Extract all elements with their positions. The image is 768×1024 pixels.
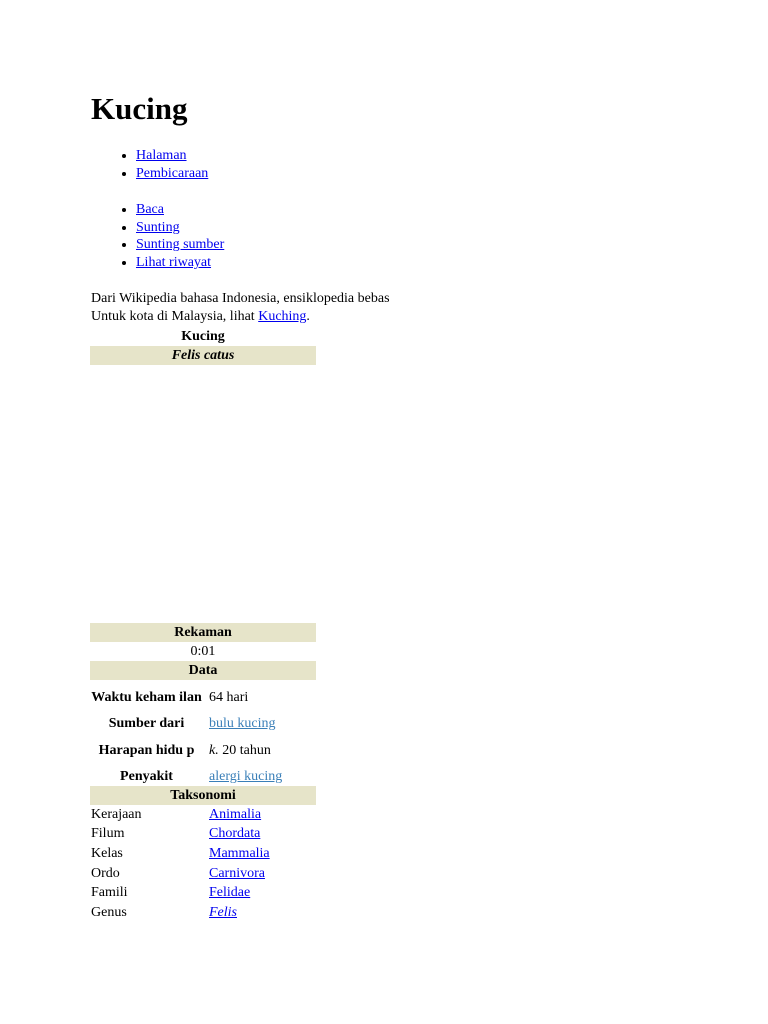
taxon-link-felidae[interactable]: Felidae <box>209 885 251 901</box>
taxonomy-row <box>90 903 316 923</box>
tab-sunting-link[interactable]: Sunting <box>136 219 180 235</box>
taxon-cell <box>203 825 316 845</box>
data-header: Data <box>90 661 316 680</box>
tab-baca-link[interactable]: Baca <box>136 202 164 217</box>
taxon-link-mammalia[interactable]: Mammalia <box>209 845 270 861</box>
taxon-link-felis[interactable]: Felis <box>209 904 237 920</box>
infobox-scientific-name: Felis catus <box>90 346 316 365</box>
rank-label: Filum <box>91 826 125 842</box>
tab-baca <box>136 201 224 219</box>
rank-label: Ordo <box>91 865 120 881</box>
data-row <box>90 733 316 768</box>
taxonomy-row <box>90 864 316 884</box>
taxonomy-row <box>90 805 316 825</box>
data-row <box>90 715 316 733</box>
taxon-link-animalia[interactable]: Animalia <box>209 806 262 822</box>
taxon-cell <box>203 883 316 903</box>
data-row <box>90 768 316 786</box>
tab-lihat-riwayat-link[interactable]: Lihat riwayat <box>136 254 212 270</box>
taxon-cell <box>203 805 316 825</box>
taxon-cell <box>203 903 316 923</box>
hatnote-link-kuching[interactable]: Kuching <box>258 309 307 324</box>
taxonomy-header: Taksonomi <box>90 786 316 805</box>
link-bulu-kucing[interactable]: bulu kucing <box>209 716 276 731</box>
data-value-lifespan <box>203 733 316 768</box>
data-value-source <box>203 715 316 733</box>
hatnote-suffix: . <box>306 309 310 324</box>
tab-sunting <box>136 219 224 237</box>
data-label-lifespan: Harapan hidu p <box>98 742 195 758</box>
infobox <box>90 327 316 923</box>
tab-sunting-sumber <box>136 236 224 254</box>
infobox-image-area <box>90 365 316 623</box>
rank-label: Genus <box>91 904 127 920</box>
view-tabs <box>110 201 224 271</box>
recording-header: Rekaman <box>90 623 316 642</box>
tab-pembicaraan-link[interactable]: Pembicaraan <box>136 165 209 181</box>
data-value-disease <box>203 768 316 786</box>
rank-label: Kelas <box>91 845 123 861</box>
namespace-tabs <box>110 147 208 182</box>
tab-halaman-link[interactable]: Halaman <box>136 148 187 163</box>
taxon-link-carnivora[interactable]: Carnivora <box>209 865 265 881</box>
taxonomy-row <box>90 825 316 845</box>
data-label-gestation: Waktu keham ilan <box>91 689 202 705</box>
circa-abbrev: k. <box>209 742 219 758</box>
lifespan-text: 20 tahun <box>222 742 271 758</box>
data-row <box>90 680 316 715</box>
page-title: Kucing <box>91 91 188 126</box>
taxonomy-row <box>90 844 316 864</box>
tab-pembicaraan <box>136 165 208 183</box>
taxonomy-row <box>90 883 316 903</box>
data-value-gestation: 64 hari <box>209 689 249 705</box>
data-label-source: Sumber dari <box>108 716 185 731</box>
link-alergi-kucing[interactable]: alergi kucing <box>209 769 283 784</box>
taxon-link-chordata[interactable]: Chordata <box>209 826 261 842</box>
infobox-table <box>90 327 316 923</box>
taxon-cell <box>203 844 316 864</box>
rank-label: Famili <box>91 885 128 901</box>
taxon-cell <box>203 864 316 884</box>
recording-duration: 0:01 <box>190 643 216 659</box>
tab-sunting-sumber-link[interactable]: Sunting sumber <box>136 237 225 253</box>
data-label-disease: Penyakit <box>120 769 173 784</box>
hatnote <box>91 308 310 326</box>
tab-halaman <box>136 147 208 165</box>
infobox-title: Kucing <box>181 328 225 344</box>
hatnote-text: Untuk kota di Malaysia, lihat <box>91 309 259 324</box>
rank-label: Kerajaan <box>91 806 142 822</box>
site-tagline: Dari Wikipedia bahasa Indonesia, ensiklopedia bebas <box>91 291 390 306</box>
tab-lihat-riwayat <box>136 254 224 272</box>
